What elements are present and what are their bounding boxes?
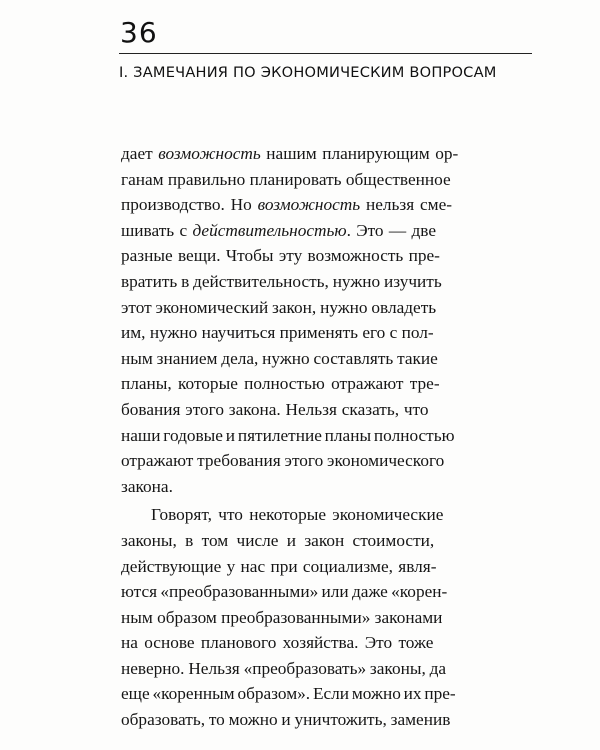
body-text [121,141,551,733]
text-line: на основе планового хозяйства. Это тоже [121,633,434,653]
text-line [121,218,551,244]
text-line: образовать, то можно и уничтожить, заменив [121,710,451,730]
page-number: 36 [120,16,158,49]
emphasis-run: действительностью [192,220,347,240]
running-head: I. ЗАМЕЧАНИЯ ПО ЭКОНОМИЧЕСКИМ ВОПРОСАМ [119,64,497,81]
text-run: нашим планирующим ор- [260,144,459,163]
text-line: Говорят, что некоторые экономические [151,505,444,525]
text-line: действующие у нас при социализме, явля- [121,556,437,576]
text-run: дает [121,144,159,163]
text-line [121,192,551,218]
text-line: ганам правильно планировать общественное [121,169,451,189]
text-line [121,141,551,167]
text-line: отражают требования этого экономического [121,451,445,471]
text-line: законы, в том числе и закон стоимости, [121,530,435,550]
text-line: этот экономический закон, нужно овладеть [121,297,437,317]
emphasis-run: возможность [158,144,261,163]
text-line: ным знанием дела, нужно составлять такие [121,348,438,368]
text-line: ным образом преобразованными» законами [121,607,443,627]
text-run: производство. Но [121,195,258,215]
text-line: ются «преобразованными» или даже «корен- [121,582,448,602]
text-run: . Это — две [346,220,437,240]
text-line: им, нужно научиться применять его с пол- [121,323,434,343]
header-rule [119,53,532,54]
text-line: неверно. Нельзя «преобразовать» законы, да [121,658,447,678]
text-line: вратить в действительность, нужно изучить [121,271,442,291]
emphasis-run: возможность [257,195,361,215]
text-run: нельзя сме- [360,195,452,215]
text-line: еще «коренным образом». Если можно их пре- [121,684,456,704]
text-line: бования этого закона. Нельзя сказать, что [121,399,429,419]
text-line: разные вещи. Чтобы эту возможность пре- [121,246,440,266]
text-line: наши годовые и пятилетние планы полностью [121,425,455,445]
text-line: планы, которые полностью отражают тре- [121,374,440,394]
text-line: закона. [121,476,173,496]
text-run: шивать с [121,220,193,240]
